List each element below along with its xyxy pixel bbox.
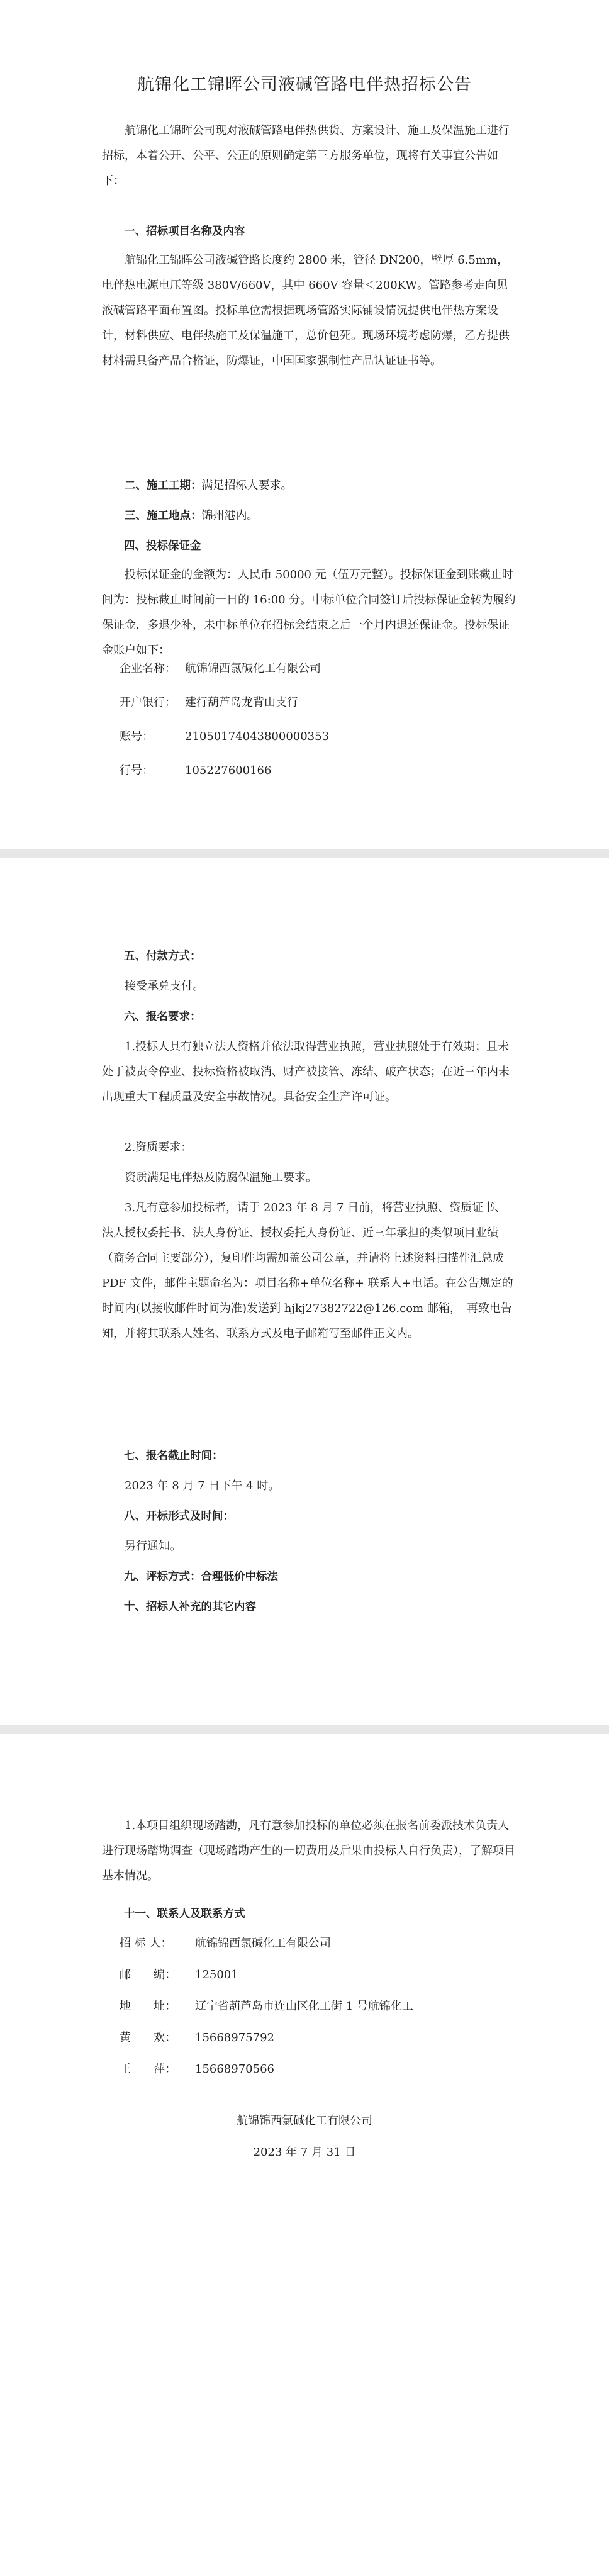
section-8-heading: 八、开标形式及时间： [124,1510,234,1523]
contact-label: 黄 欢： [120,2031,176,2044]
section-1-body: 航锦化工锦晖公司液碱管路长度约 2800 米，管径 DN200，壁厚 6.5mm，电伴热电源电压等级 380V/660V，其中 660V 容量＜200KW。管路参考走向见液碱管路平面布置图。投标单位需根据现场管路实际铺设情况提供电伴热方案设计，材料供应、电伴热施工及保温施工，总价包死。现场环境考虑防爆，乙方提供材料需具备产品合格证，防爆证，中国国家强制性产品认证证书等。 [102,254,510,367]
contact-row [120,1966,238,1985]
section-10-body: 1.本项目组织现场踏勘，凡有意参加投标的单位必须在报名前委派技术负责人进行现场踏勘调查（现场踏勘产生的一切费用及后果由投标人自行负责），了解项目基本情况。 [102,1819,515,1883]
account-value: 105227600166 [185,764,272,777]
page-2 [0,858,609,1725]
section-5-body: 接受承兑支付。 [125,980,204,993]
section-2-heading: 二、施工工期： [125,479,202,492]
contact-value: 辽宁省葫芦岛市连山区化工街 1 号航锦化工 [195,2000,413,2013]
section-10-heading: 十、招标人补充的其它内容 [124,1601,256,1613]
intro-paragraph: 航锦化工锦晖公司现对液碱管路电伴热供货、方案设计、施工及保温施工进行招标，本着公开、公平、公正的原则确定第三方服务单位，现将有关事宜公告如下： [102,124,510,188]
contact-label: 邮 编： [120,1968,176,1981]
section-11-heading: 十一、联系人及联系方式 [124,1908,245,1920]
section-2 [102,473,517,498]
contact-row [120,1934,331,1953]
account-row [120,761,271,780]
account-label: 账号： [120,730,154,743]
contact-value: 15668970566 [195,2063,274,2076]
page-3 [0,1734,609,2576]
account-value: 21050174043800000353 [185,730,330,743]
contact-value: 航锦锦西氯碱化工有限公司 [195,1937,331,1950]
contact-row [120,2029,274,2047]
section-7-body: 2023 年 8 月 7 日下午 4 时。 [125,1479,280,1492]
section-4-heading: 四、投标保证金 [124,540,201,552]
signature-date: 2023 年 7 月 31 日 [253,2146,356,2159]
account-label: 企业名称： [120,662,176,675]
section-3-heading: 三、施工地点： [125,510,202,522]
section-3 [102,503,517,529]
account-label: 行号： [120,764,154,777]
section-6-item-2-title: 2.资质要求： [125,1141,193,1154]
section-5-heading: 五、付款方式： [124,950,201,963]
contact-label: 王 萍： [120,2063,176,2076]
contact-label: 地 址： [120,2000,176,2013]
account-label: 开户银行： [120,696,176,709]
section-6-heading: 六、报名要求： [124,1011,201,1023]
section-6-item-3: 3.凡有意参加投标者，请于 2023 年 8 月 7 日前，将营业执照、资质证书、法人授权委托书、法人身份证、授权委托人身份证、近三年承担的类似项目业绩（商务合同主要部分），复印件均需加盖公司公章，并请将上述资料扫描件汇总成 PDF 文件，邮件主题命名为：项目名称+单位名称+ 联系人+电话。在公告规定的时间内(以接收邮件时间为准)发送到 hjkj27382722@126.com 邮箱， 再致电告知，并将其联系人姓名、联系方式及电子邮箱写至邮件正文内。 [102,1201,513,1340]
contact-label: 招 标 人： [120,1937,172,1950]
section-7-heading: 七、报名截止时间： [124,1450,223,1462]
document-title: 航锦化工锦晖公司液碱管路电伴热招标公告 [137,75,472,94]
section-1-heading: 一、招标项目名称及内容 [124,225,245,238]
section-4-body: 投标保证金的金额为：人民币 50000 元（伍万元整）。投标保证金到账截止时间为：投标截止时间前一日的 16:00 分。中标单位合同签订后投标保证金转为履约保证金，多退少补，未中标单位在招标会结束之后一个月内退还保证金。投标保证金账户如下： [102,568,516,657]
section-6-item-2-body: 资质满足电伴热及防腐保温施工要求。 [125,1171,317,1184]
section-3-value: 锦州港内。 [201,509,259,522]
page-1 [0,0,609,849]
account-value: 航锦锦西氯碱化工有限公司 [185,662,321,675]
signature-company: 航锦锦西氯碱化工有限公司 [237,2114,372,2127]
contact-value: 15668975792 [195,2031,274,2044]
account-row [120,693,298,712]
section-6-item-1: 1.投标人具有独立法人资格并依法取得营业执照，营业执照处于有效期；且未处于被责令停业、投标资格被取消、财产被接管、冻结、破产状态；在近三年内未出现重大工程质量及安全事故情况。具备安全生产许可证。 [102,1040,510,1104]
section-8-body: 另行通知。 [125,1540,181,1553]
section-9-heading: 九、评标方式：合理低价中标法 [124,1571,278,1583]
contact-row [120,2060,274,2079]
account-row [120,727,329,746]
account-value: 建行葫芦岛龙背山支行 [185,696,298,709]
contact-row [120,1997,413,2016]
section-2-value: 满足招标人要求。 [201,479,293,492]
account-row [120,659,321,678]
contact-value: 125001 [195,1968,238,1981]
